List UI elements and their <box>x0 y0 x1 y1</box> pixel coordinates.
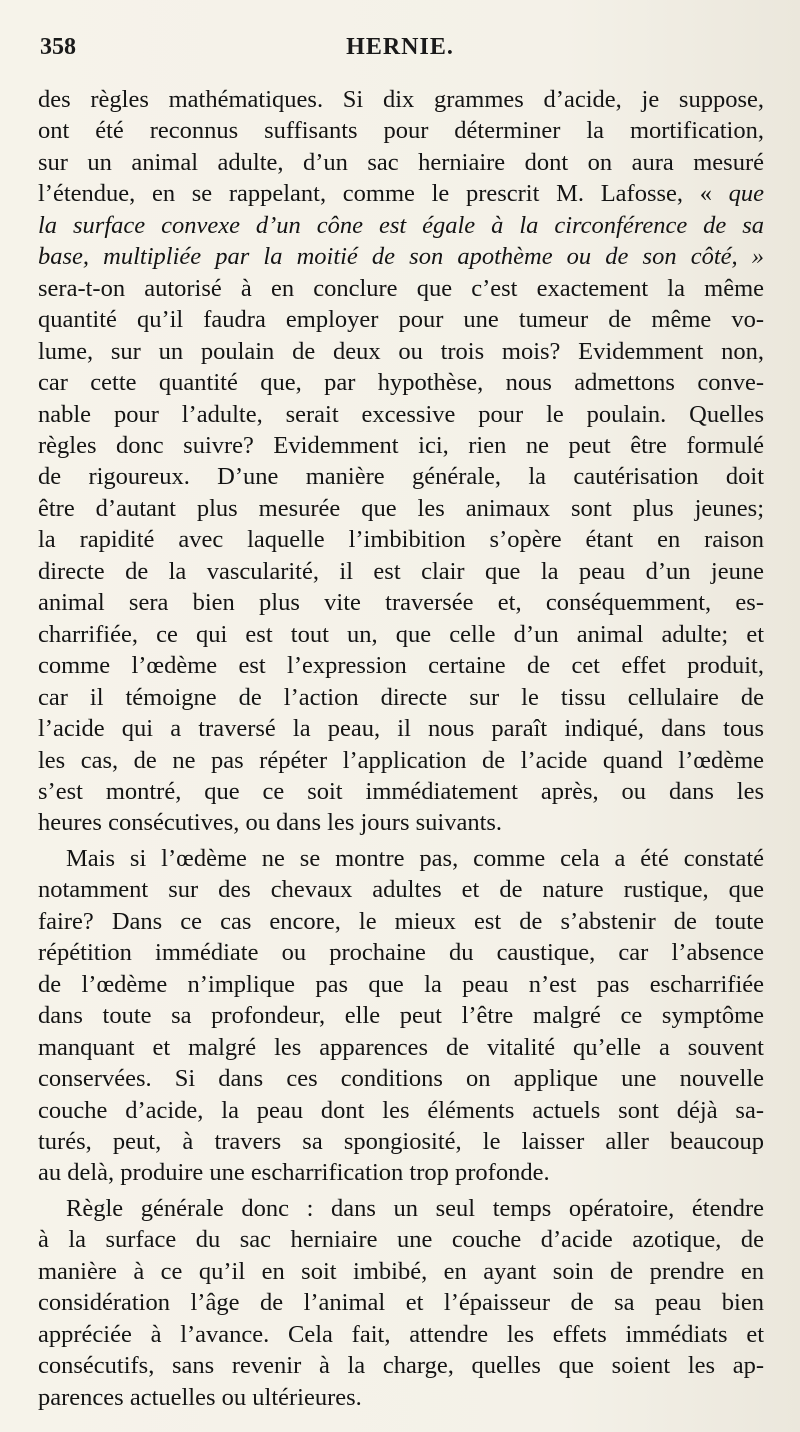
text-line: manière à ce qu’il en soit imbibé, en ayant soin de prendre en <box>38 1257 764 1285</box>
text-line: Règle générale donc : dans un seul temps opératoire, étendre <box>66 1194 764 1222</box>
text-line: les cas, de ne pas répéter l’application de l’acide quand l’œdème <box>38 746 764 774</box>
running-head: HERNIE. <box>346 34 454 60</box>
text-line: de l’œdème n’implique pas que la peau n’est pas escharrifiée <box>38 970 764 998</box>
text-line: consécutifs, sans revenir à la charge, quelles que soient les ap- <box>38 1352 764 1380</box>
page-header <box>40 34 760 74</box>
paragraph <box>38 843 764 1189</box>
text-line: directe de la vascularité, il est clair que la peau d’un jeune <box>38 557 764 585</box>
text-line: sera-t-on autorisé à en conclure que c’est exactement la même <box>38 274 764 302</box>
text-line: heures consécutives, ou dans les jours suivants. <box>38 809 503 837</box>
text-line: considération l’âge de l’animal et l’épaisseur de sa peau bien <box>38 1289 764 1317</box>
paragraph <box>38 84 764 839</box>
text-line: répétition immédiate ou prochaine du caustique, car l’absence <box>38 939 764 967</box>
text-line: dans toute sa profondeur, elle peut l’être malgré ce symptôme <box>38 1002 764 1030</box>
text-line: lume, sur un poulain de deux ou trois mois? Evidemment non, <box>38 337 764 365</box>
text-line: car cette quantité que, par hypothèse, nous admettons conve- <box>38 369 764 397</box>
text-line: conservées. Si dans ces conditions on applique une nouvelle <box>38 1065 764 1093</box>
text-line: règles donc suivre? Evidemment ici, rien ne peut être formulé <box>38 431 764 459</box>
text-line: animal sera bien plus vite traversée et, conséquemment, es- <box>38 589 764 617</box>
text-line: l’étendue, en se rappelant, comme le prescrit M. Lafosse, « que <box>38 180 764 208</box>
text-line: de rigoureux. D’une manière générale, la cautérisation doit <box>38 463 764 491</box>
page-number: 358 <box>40 34 76 60</box>
text-line: s’est montré, que ce soit immédiatement après, ou dans les <box>38 777 764 805</box>
text-line: quantité qu’il faudra employer pour une tumeur de même vo- <box>38 306 764 334</box>
text-line: nable pour l’adulte, serait excessive pour le poulain. Quelles <box>38 400 764 428</box>
text-line: être d’autant plus mesurée que les animaux sont plus jeunes; <box>38 494 764 522</box>
text-line: ont été reconnus suffisants pour déterminer la mortification, <box>38 117 764 145</box>
text-line: notamment sur des chevaux adultes et de nature rustique, que <box>38 876 764 904</box>
paragraph <box>38 1193 764 1413</box>
text-line: turés, peut, à travers sa spongiosité, le laisser aller beaucoup <box>38 1127 764 1155</box>
body-text <box>38 84 764 1413</box>
text-line: appréciée à l’avance. Cela fait, attendre les effets immédiats et <box>38 1320 764 1348</box>
text-line: faire? Dans ce cas encore, le mieux est de s’abstenir de toute <box>38 907 764 935</box>
text-line: la rapidité avec laquelle l’imbibition s’opère étant en raison <box>38 526 764 554</box>
text-line: à la surface du sac herniaire une couche d’acide azotique, de <box>38 1226 764 1254</box>
text-line: car il témoigne de l’action directe sur le tissu cellulaire de <box>38 683 764 711</box>
text-line: manquant et malgré les apparences de vitalité qu’elle a souvent <box>38 1033 764 1061</box>
text-line: charrifiée, ce qui est tout un, que celle d’un animal adulte; et <box>38 620 764 648</box>
text-line: parences actuelles ou ultérieures. <box>38 1383 362 1411</box>
text-line: base, multipliée par la moitié de son apothème ou de son côté, » <box>38 243 764 271</box>
text-line: couche d’acide, la peau dont les éléments actuels sont déjà sa- <box>38 1096 764 1124</box>
text-line: comme l’œdème est l’expression certaine de cet effet produit, <box>38 652 764 680</box>
text-line: sur un animal adulte, d’un sac herniaire dont on aura mesuré <box>38 148 764 176</box>
text-line: au delà, produire une escharrification trop profonde. <box>38 1159 550 1187</box>
text-line: des règles mathématiques. Si dix grammes d’acide, je suppose, <box>38 86 764 113</box>
text-line: Mais si l’œdème ne se montre pas, comme cela a été constaté <box>66 844 764 872</box>
text-line: l’acide qui a traversé la peau, il nous paraît indiqué, dans tous <box>38 715 764 743</box>
text-line: la surface convexe d’un cône est égale à la circonférence de sa <box>38 211 764 239</box>
